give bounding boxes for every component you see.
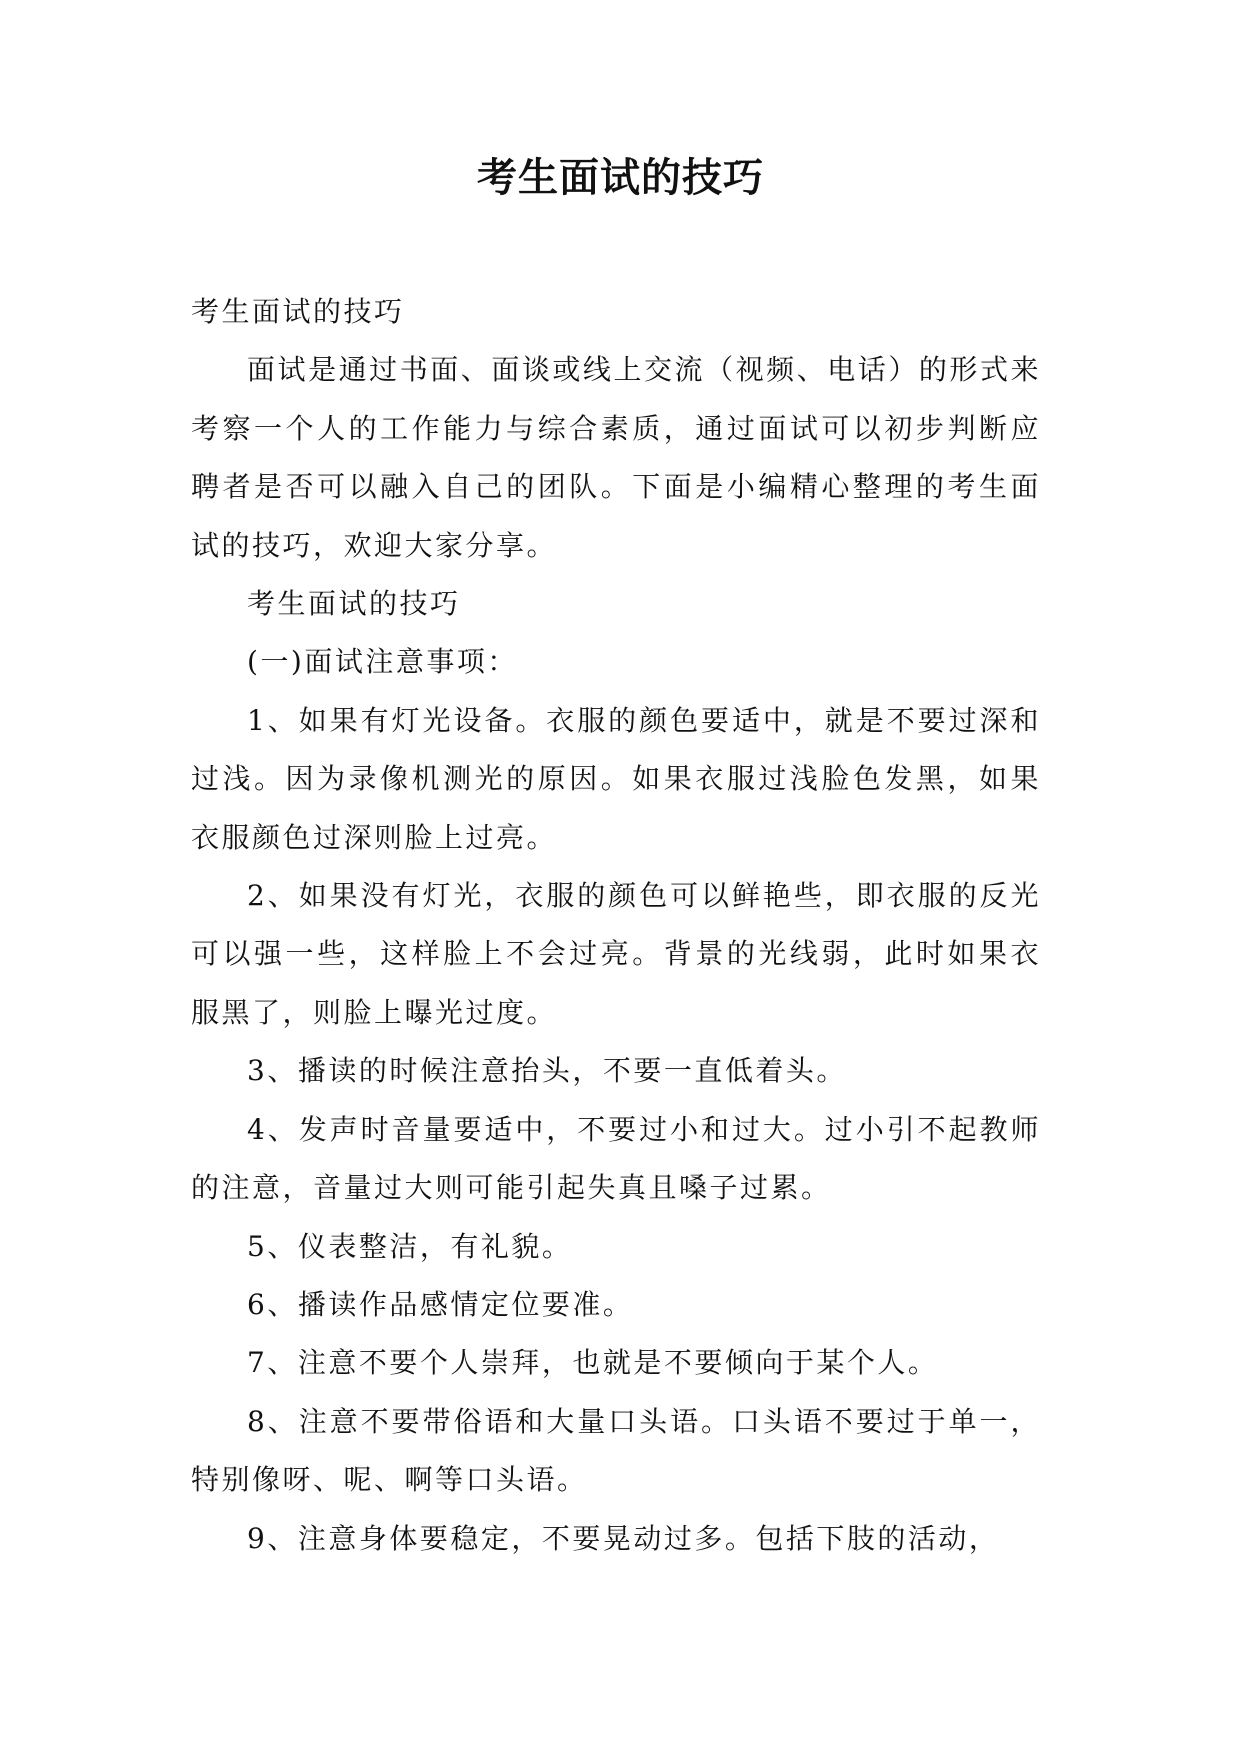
paragraph: 8、注意不要带俗语和大量口头语。口头语不要过于单一，特别像呀、呢、啊等口头语。 [191,1404,1041,1497]
document-body [191,283,1041,1568]
paragraph: (一)面试注意事项： [247,645,518,679]
paragraph: 考生面试的技巧 [191,295,405,328]
paragraph: 5、仪表整洁，有礼貌。 [247,1229,573,1263]
paragraph: 1、如果有灯光设备。衣服的颜色要适中，就是不要过深和过浅。因为录像机测光的原因。如果衣服过浅脸色发黑，如果衣服颜色过深则脸上过亮。 [191,703,1041,854]
paragraph: 3、播读的时候注意抬头，不要一直低着头。 [247,1054,847,1088]
paragraph: 9、注意身体要稳定，不要晃动过多。包括下肢的活动， [247,1521,1000,1555]
paragraph: 4、发声时音量要适中，不要过小和过大。过小引不起教师的注意，音量过大则可能引起失真且嗓子过累。 [191,1112,1041,1205]
paragraph: 7、注意不要个人崇拜，也就是不要倾向于某个人。 [247,1346,939,1380]
paragraph: 面试是通过书面、面谈或线上交流（视频、电话）的形式来考察一个人的工作能力与综合素质，通过面试可以初步判断应聘者是否可以融入自己的团队。下面是小编精心整理的考生面试的技巧，欢迎大家分享。 [191,353,1041,562]
document-title: 考生面试的技巧 [477,154,764,201]
paragraph: 2、如果没有灯光，衣服的颜色可以鲜艳些，即衣服的反光可以强一些，这样脸上不会过亮。背景的光线弱，此时如果衣服黑了，则脸上曝光过度。 [191,879,1041,1029]
paragraph: 6、播读作品感情定位要准。 [247,1287,634,1321]
paragraph: 考生面试的技巧 [247,587,461,621]
